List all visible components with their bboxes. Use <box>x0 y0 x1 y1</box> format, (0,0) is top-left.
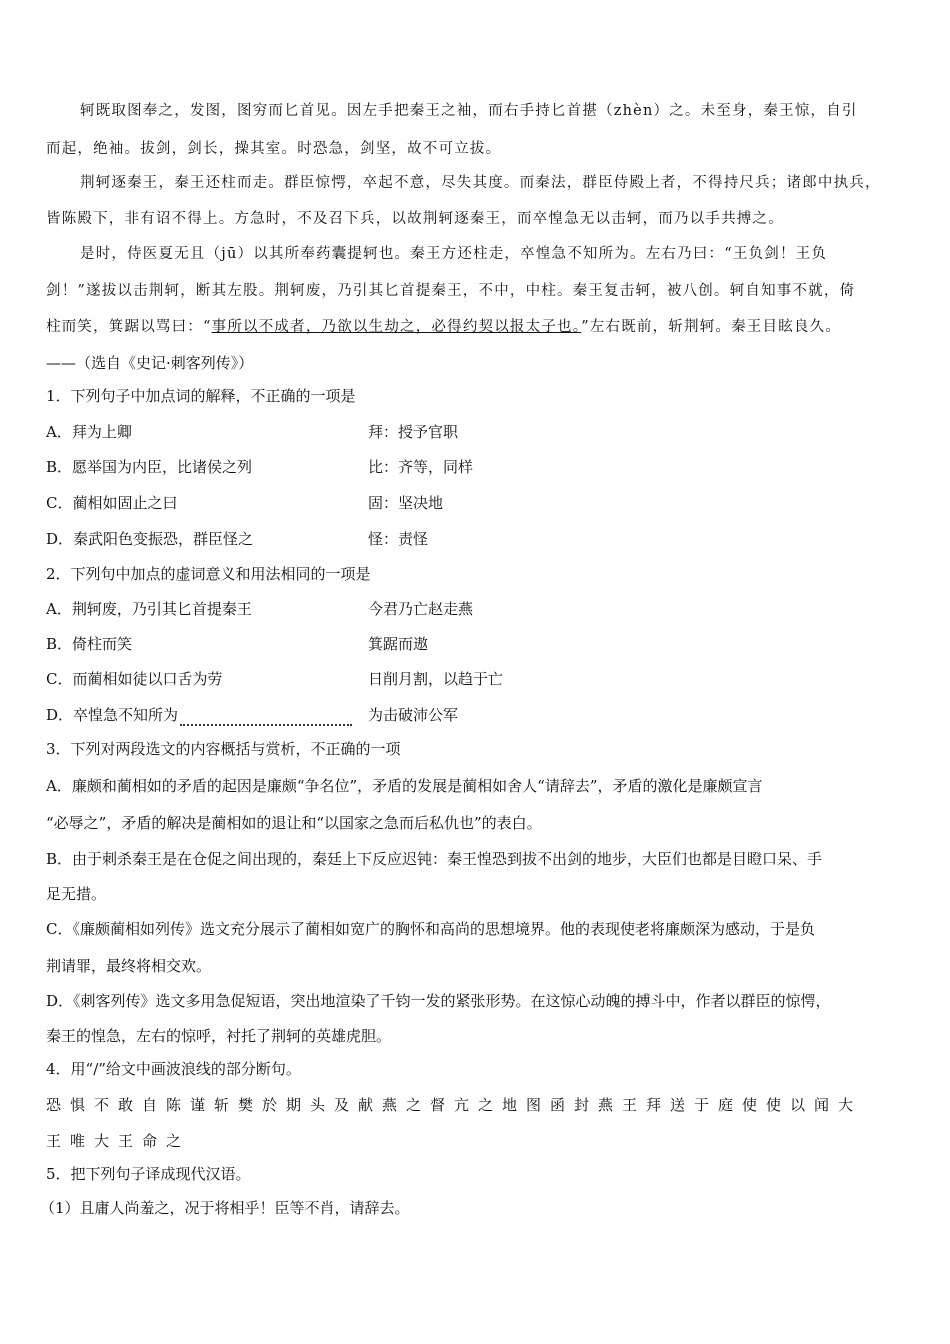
q4-text-line: 恐惧不敢自陈谨斩樊於期头及献燕之督亢之地图函封燕王拜送于庭使使以闻大 <box>46 1096 863 1114</box>
q3-option-c: C．《廉颇蔺相如列传》选文充分展示了蔺相如宽广的胸怀和高尚的思想境界。他的表现使老将廉颇深为感动，于是负 <box>46 920 815 938</box>
passage-line: 皆陈殿下，非有诏不得上。方急时，不及召下兵，以故荆轲逐秦王，而卒惶急无以击轲，而乃以手共搏之。 <box>46 211 784 227</box>
question-5-stem: 5．把下列句子译成现代汉语。 <box>46 1165 251 1183</box>
q1-option-d-gloss: 怪：责怪 <box>368 530 429 548</box>
q3-option-a: A．廉颇和蔺相如的矛盾的起因是廉颇“争名位”，矛盾的发展是蔺相如舍人“请辞去”，矛盾的激化是廉颇宣言 <box>46 777 763 795</box>
q1-option-c: C．蔺相如固止之曰 <box>46 494 178 512</box>
q1-option-b-gloss: 比：齐等，同样 <box>368 458 474 476</box>
q2-option-c-pair: 日削月割，以趋于亡 <box>368 670 504 688</box>
passage-text: 柱而笑，箕踞以骂曰：“ <box>46 319 212 335</box>
passage-line: 轲既取图奉之，发图，图穷而匕首见。因左手把秦王之袖，而右手持匕首揕（zhèn）之。未至身，秦王惊，自引 <box>80 103 858 119</box>
q4-text-line: 王唯大王命之 <box>46 1132 191 1150</box>
question-4-stem: 4．用“/”给文中画波浪线的部分断句。 <box>46 1060 301 1078</box>
q3-option-b-cont: 足无措。 <box>46 885 107 903</box>
q3-option-c-cont: 荆请罪，最终将相交欢。 <box>46 957 212 975</box>
q2-option-a-pair: 今君乃亡赵走燕 <box>368 600 474 618</box>
q1-option-a-gloss: 拜：授予官职 <box>368 423 459 441</box>
dotted-leader <box>180 710 352 726</box>
q1-option-b: B．愿举国为内臣，比诸侯之列 <box>46 458 253 476</box>
q2-option-d-row <box>46 704 352 726</box>
passage-line: 荆轲逐秦王，秦王还柱而走。群臣惊愕，卒起不意，尽失其度。而秦法，群臣侍殿上者，不得持尺兵；诸郎中执兵， <box>80 175 881 191</box>
question-1-stem: 1．下列句子中加点词的解释，不正确的一项是 <box>46 387 356 405</box>
q1-option-c-gloss: 固：坚决地 <box>368 494 444 512</box>
question-3-stem: 3．下列对两段选文的内容概括与赏析，不正确的一项 <box>46 740 401 758</box>
q1-option-d: D．秦武阳色变振恐，群臣怪之 <box>46 530 254 548</box>
passage-line: 剑！”遂拔以击荆轲，断其左股。荆轲废，乃引其匕首提秦王，不中，中柱。秦王复击轲，被八创。轲自知事不就，倚 <box>46 283 856 299</box>
q1-option-a: A．拜为上卿 <box>46 423 132 441</box>
q2-option-c: C．而蔺相如徒以口舌为劳 <box>46 670 223 688</box>
question-2-stem: 2．下列句中加点的虚词意义和用法相同的一项是 <box>46 565 371 583</box>
passage-line: 是时，侍医夏无且（jū）以其所奉药囊提轲也。秦王方还柱走，卒惶急不知所为。左右乃曰：“王负剑！王负 <box>80 246 828 262</box>
q5-item-1: （1）且庸人尚羞之，况于将相乎！臣等不肖，请辞去。 <box>40 1199 410 1217</box>
passage-line: 而起，绝袖。拔剑，剑长，操其室。时恐急，剑坚，故不可立拔。 <box>46 141 502 157</box>
source-citation: ——（选自《史记·刺客列传》） <box>46 354 254 372</box>
q2-option-b: B．倚柱而笑 <box>46 635 133 653</box>
q3-option-a-cont: “必辱之”，矛盾的解决是蔺相如的退让和“以国家之急而后私仇也”的表白。 <box>46 814 542 832</box>
passage-text: ”左右既前，斩荆轲。秦王目眩良久。 <box>581 319 841 335</box>
q3-option-d: D．《刺客列传》选文多用急促短语，突出地渲染了千钧一发的紧张形势。在这惊心动魄的搏斗中，作者以群臣的惊愕， <box>46 992 831 1010</box>
q2-option-b-pair: 箕踞而遨 <box>368 635 429 653</box>
q2-option-d-pair: 为击破沛公军 <box>368 706 459 724</box>
q3-option-b: B．由于刺杀秦王是在仓促之间出现的，秦廷上下反应迟钝：秦王惶恐到拔不出剑的地步，大臣们也都是目瞪口呆、手 <box>46 850 823 868</box>
underlined-sentence: 事所以不成者，乃欲以生劫之，必得约契以报太子也。 <box>211 319 582 335</box>
q2-option-a: A．荆轲废，乃引其匕首提秦王 <box>46 600 252 618</box>
passage-line <box>46 316 841 338</box>
q2-option-d: D．卒惶急不知所为 <box>46 706 179 724</box>
q3-option-d-cont: 秦王的惶急，左右的惊呼，衬托了荆轲的英雄虎胆。 <box>46 1027 392 1045</box>
